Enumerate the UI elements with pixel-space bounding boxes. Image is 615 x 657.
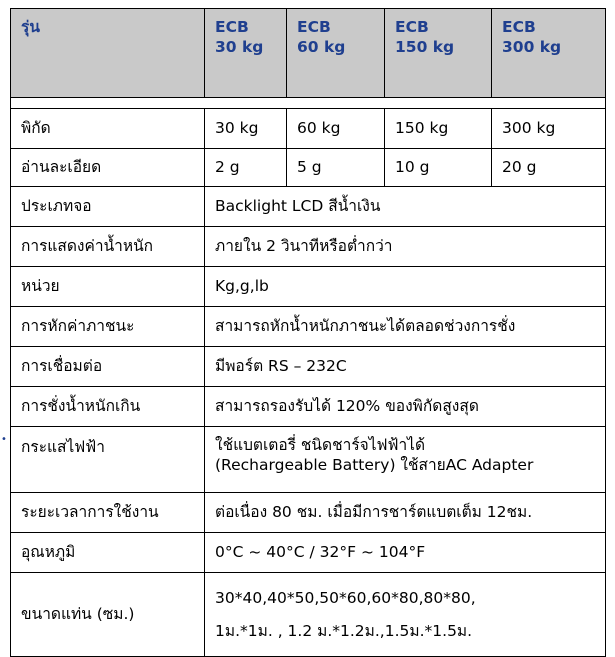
power-line: ใช้แบตเตอรี่ ชนิดชาร์จไฟฟ้าได้ <box>215 436 426 454</box>
unit-label: หน่วย <box>11 267 205 307</box>
model-capacity: 30 kg <box>215 38 264 57</box>
tare-label: การหักค่าภาชนะ <box>11 307 205 347</box>
model-capacity: 300 kg <box>502 38 562 57</box>
unit-row <box>11 267 606 307</box>
tare-row <box>11 307 606 347</box>
gap-row <box>11 98 606 109</box>
model-name: ECB <box>502 18 536 36</box>
capacity-label: พิกัด <box>11 109 205 149</box>
weight-display-row <box>11 227 606 267</box>
power-row <box>11 427 606 493</box>
power-label: กระแสไฟฟ้า <box>11 427 205 493</box>
model-ecb-300 <box>492 9 606 98</box>
tare-value: สามารถหักน้ำหนักภาชนะได้ตลอดช่วงการชั่ง <box>205 307 606 347</box>
power-line: (Rechargeable Battery) ใช้สายAC Adapter <box>215 456 534 475</box>
resolution-value: 2 g <box>205 149 287 187</box>
power-value <box>205 427 606 493</box>
model-capacity: 150 kg <box>395 38 455 57</box>
dimensions-line: 30*40,40*50,50*60,60*80,80*80, <box>215 589 476 608</box>
dimensions-row <box>11 573 606 657</box>
temperature-value: 0°C ~ 40°C / 32°F ~ 104°F <box>205 533 606 573</box>
resolution-value: 5 g <box>287 149 385 187</box>
overload-label: การชั่งน้ำหนักเกิน <box>11 387 205 427</box>
spec-table <box>10 8 606 657</box>
display-type-label: ประเภทจอ <box>11 187 205 227</box>
connection-label: การเชื่อมต่อ <box>11 347 205 387</box>
model-name: ECB <box>215 18 249 36</box>
resolution-value: 10 g <box>385 149 492 187</box>
connection-row <box>11 347 606 387</box>
header-row <box>11 9 606 98</box>
temperature-label: อุณหภูมิ <box>11 533 205 573</box>
capacity-value: 300 kg <box>492 109 606 149</box>
dimensions-value <box>205 573 606 657</box>
gap-cell <box>11 98 606 109</box>
model-ecb-150 <box>385 9 492 98</box>
model-capacity: 60 kg <box>297 38 346 57</box>
model-ecb-30 <box>205 9 287 98</box>
weight-display-value: ภายใน 2 วินาทีหรือต่ำกว่า <box>205 227 606 267</box>
display-type-row <box>11 187 606 227</box>
overload-value: สามารถรองรับได้ 120% ของพิกัดสูงสุด <box>205 387 606 427</box>
temperature-row <box>11 533 606 573</box>
weight-display-label: การแสดงค่าน้ำหนัก <box>11 227 205 267</box>
dimensions-label: ขนาดแท่น (ซม.) <box>11 573 205 657</box>
model-name: ECB <box>297 18 331 36</box>
usage-value: ต่อเนื่อง 80 ชม. เมื่อมีการชาร์ตแบตเต็ม 12ชม. <box>205 493 606 533</box>
capacity-value: 150 kg <box>385 109 492 149</box>
unit-value: Kg,g,lb <box>205 267 606 307</box>
capacity-value: 30 kg <box>205 109 287 149</box>
usage-label: ระยะเวลาการใช้งาน <box>11 493 205 533</box>
display-type-value: Backlight LCD สีน้ำเงิน <box>205 187 606 227</box>
overload-row <box>11 387 606 427</box>
capacity-row <box>11 109 606 149</box>
margin-mark: • <box>1 434 7 445</box>
model-label: รุ่น <box>11 9 205 98</box>
connection-value: มีพอร์ต RS – 232C <box>205 347 606 387</box>
resolution-value: 20 g <box>492 149 606 187</box>
usage-row <box>11 493 606 533</box>
capacity-value: 60 kg <box>287 109 385 149</box>
resolution-label: อ่านละเอียด <box>11 149 205 187</box>
dimensions-line: 1ม.*1ม. , 1.2 ม.*1.2ม.,1.5ม.*1.5ม. <box>215 621 473 640</box>
model-ecb-60 <box>287 9 385 98</box>
model-name: ECB <box>395 18 429 36</box>
resolution-row <box>11 149 606 187</box>
